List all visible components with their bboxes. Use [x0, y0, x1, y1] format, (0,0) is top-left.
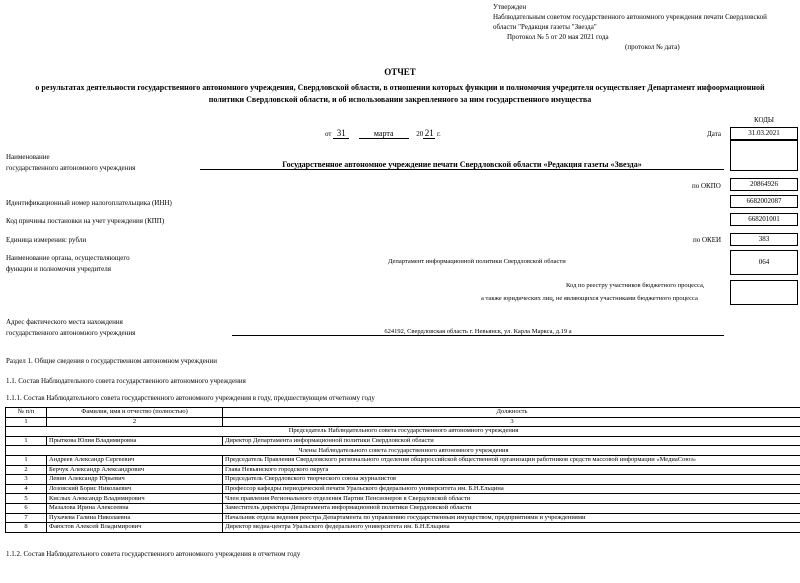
column-header: № п/п — [6, 408, 47, 418]
okei-value: 383 — [730, 233, 798, 246]
table-row — [6, 484, 800, 494]
institution-name: Государственное автономное учреждение печати Свердловской области «Редакция газеты «Звезда» — [200, 160, 724, 170]
column-number: 3 — [223, 417, 800, 427]
registry-label: Код по реестру участников бюджетного процесса, — [566, 282, 705, 289]
row-number: 4 — [6, 484, 47, 494]
row-number: 3 — [6, 475, 47, 485]
row-position: Председатель Правления Свердловского регионального отделения общероссийской общественной организации работников средств массовой информации «МедиаСоюз» — [223, 455, 800, 465]
registry-label: а также юридических лиц, не являющихся участниками бюджетного процесса — [481, 295, 698, 302]
inn-value: 6682002087 — [730, 195, 798, 208]
row-position: Заместитель директора Департамента информационной политики Свердловской области — [223, 503, 800, 513]
inn-label: Идентификационный номер налогоплательщика (ИНН) — [6, 199, 172, 207]
column-header: Должность — [223, 408, 800, 418]
founder-code: 064 — [730, 250, 798, 275]
kpp-label: Код причины постановки на учет учреждения (КПП) — [6, 217, 165, 225]
address-label: Адрес фактического места нахождения — [6, 318, 123, 326]
chair-group-title: Председатель Наблюдательного совета государственного автономного учреждения — [6, 427, 800, 437]
row-number: 8 — [6, 523, 47, 533]
row-name: Прыткова Юлия Владимировна — [47, 436, 223, 446]
codes-header: КОДЫ — [730, 116, 798, 128]
row-number: 5 — [6, 494, 47, 504]
date-row — [325, 128, 441, 139]
approval-protocol: Протокол № 5 от 20 мая 2021 года — [507, 33, 609, 41]
section-heading: 1.1.2. Состав Наблюдательного совета государственного автономного учреждения в отчетном году — [6, 550, 301, 558]
date-value: 31.03.2021 — [730, 127, 798, 140]
table-row — [6, 503, 800, 513]
founder-name: Департамент информационной политики Свердловской области — [388, 258, 566, 265]
date-prefix: от — [325, 130, 332, 138]
row-number: 1 — [6, 455, 47, 465]
founder-label: Наименование органа, осуществляющего — [6, 254, 130, 262]
row-position: Директор Департамента информационной политики Свердловской области — [223, 436, 800, 446]
row-name: Кислых Александр Владимирович — [47, 494, 223, 504]
table-row — [6, 494, 800, 504]
date-year-prefix: 20 — [416, 130, 424, 138]
section-heading: 1.1.1. Состав Наблюдательного совета государственного автономного учреждения в году, предшествующем отчетному году — [6, 394, 375, 402]
row-position: Профессор кафедры периодической печати Уральского федерального университета им. Б.Н.Ельцина — [223, 484, 800, 494]
row-name: Берчук Александр Александрович — [47, 465, 223, 475]
table-row — [6, 523, 800, 533]
report-title: ОТЧЕТ — [384, 67, 416, 77]
row-name: Фаюстов Алексей Владимирович — [47, 523, 223, 533]
approval-line: Наблюдательным советом государственного автономного учреждения печати Свердловской — [493, 13, 767, 21]
section-heading: 1.1. Состав Наблюдательного совета государственного автономного учреждения — [6, 377, 246, 385]
date-day: 31 — [333, 128, 349, 139]
row-number: 7 — [6, 513, 47, 523]
address-value: 624192, Свердловская область г. Невьянск, ул. Карла Маркса, д.19 а — [232, 328, 724, 336]
approval-line: Утвержден — [493, 3, 527, 11]
report-subtitle: о результатах деятельности государственного автономного учреждения, Свердловской области, в отношении которых функции и полномочия учредителя осуществляет Департамент инфоормационной политики Свердловской области, и об использовании закрепленного за ним государственного имущества — [35, 83, 765, 104]
table-row — [6, 513, 800, 523]
row-position: Член правления Регионального отделения Партии Пенсионеров в Свердловской области — [223, 494, 800, 504]
council-table — [5, 407, 800, 533]
row-position: Директор медиа-центра Уральского федерального университета им. Б.Н.Ельцина — [223, 523, 800, 533]
table-number-row — [6, 417, 800, 427]
registry-code — [730, 280, 798, 305]
date-label: Дата — [707, 130, 721, 138]
row-name: Левин Александр Юрьевич — [47, 475, 223, 485]
section-heading: Раздел 1. Общие сведения о государственном автономном учреждении — [6, 357, 218, 365]
approval-note: (протокол № дата) — [625, 43, 680, 51]
institution-label: Наименование — [6, 153, 50, 161]
date-year-suffix: г. — [436, 130, 441, 138]
table-group-row — [6, 446, 800, 456]
row-name: Мазалова Ирина Алексеевна — [47, 503, 223, 513]
table-row — [6, 455, 800, 465]
approval-block — [493, 2, 767, 52]
table-header-row — [6, 408, 800, 418]
founder-label: функции и полномочия учредителя — [6, 265, 111, 273]
row-number: 2 — [6, 465, 47, 475]
kpp-value: 668201001 — [730, 213, 798, 226]
table-row — [6, 475, 800, 485]
members-group-title: Члены Наблюдательного совета государственного автономного учреждения — [6, 446, 800, 456]
approval-line: области "Редакция газеты "Звезда" — [493, 23, 597, 31]
row-name: Пухачева Галина Николаевна — [47, 513, 223, 523]
row-position: Начальник отдела ведения реестра Департамента по управлению государственным имуществом, предприятиями и учреждениями — [223, 513, 800, 523]
date-year: 21 — [424, 128, 434, 138]
row-position: Глава Невьянского городского округа — [223, 465, 800, 475]
table-row — [6, 436, 800, 446]
table-group-row — [6, 427, 800, 437]
row-position: Председатель Свердловского творческого союза журналистов — [223, 475, 800, 485]
institution-label: государственного автономного учреждения — [6, 164, 136, 172]
column-header: Фамилия, имя и отчество (полностью) — [47, 408, 223, 418]
institution-code-cell — [730, 140, 798, 171]
column-number: 2 — [47, 417, 223, 427]
row-number: 6 — [6, 503, 47, 513]
row-name: Лозовский Борис Николаевич — [47, 484, 223, 494]
okpo-value: 20864926 — [730, 178, 798, 191]
okpo-label: по ОКПО — [692, 182, 721, 190]
column-number: 1 — [6, 417, 47, 427]
table-row — [6, 465, 800, 475]
date-month: марта — [359, 129, 409, 139]
address-label: государственного автономного учреждения — [6, 329, 136, 337]
row-name: Андреев Александр Сергеевич — [47, 455, 223, 465]
row-number: 1 — [6, 436, 47, 446]
okei-label: по ОКЕИ — [693, 236, 722, 244]
unit-label: Единица измерения: рубли — [6, 236, 87, 244]
